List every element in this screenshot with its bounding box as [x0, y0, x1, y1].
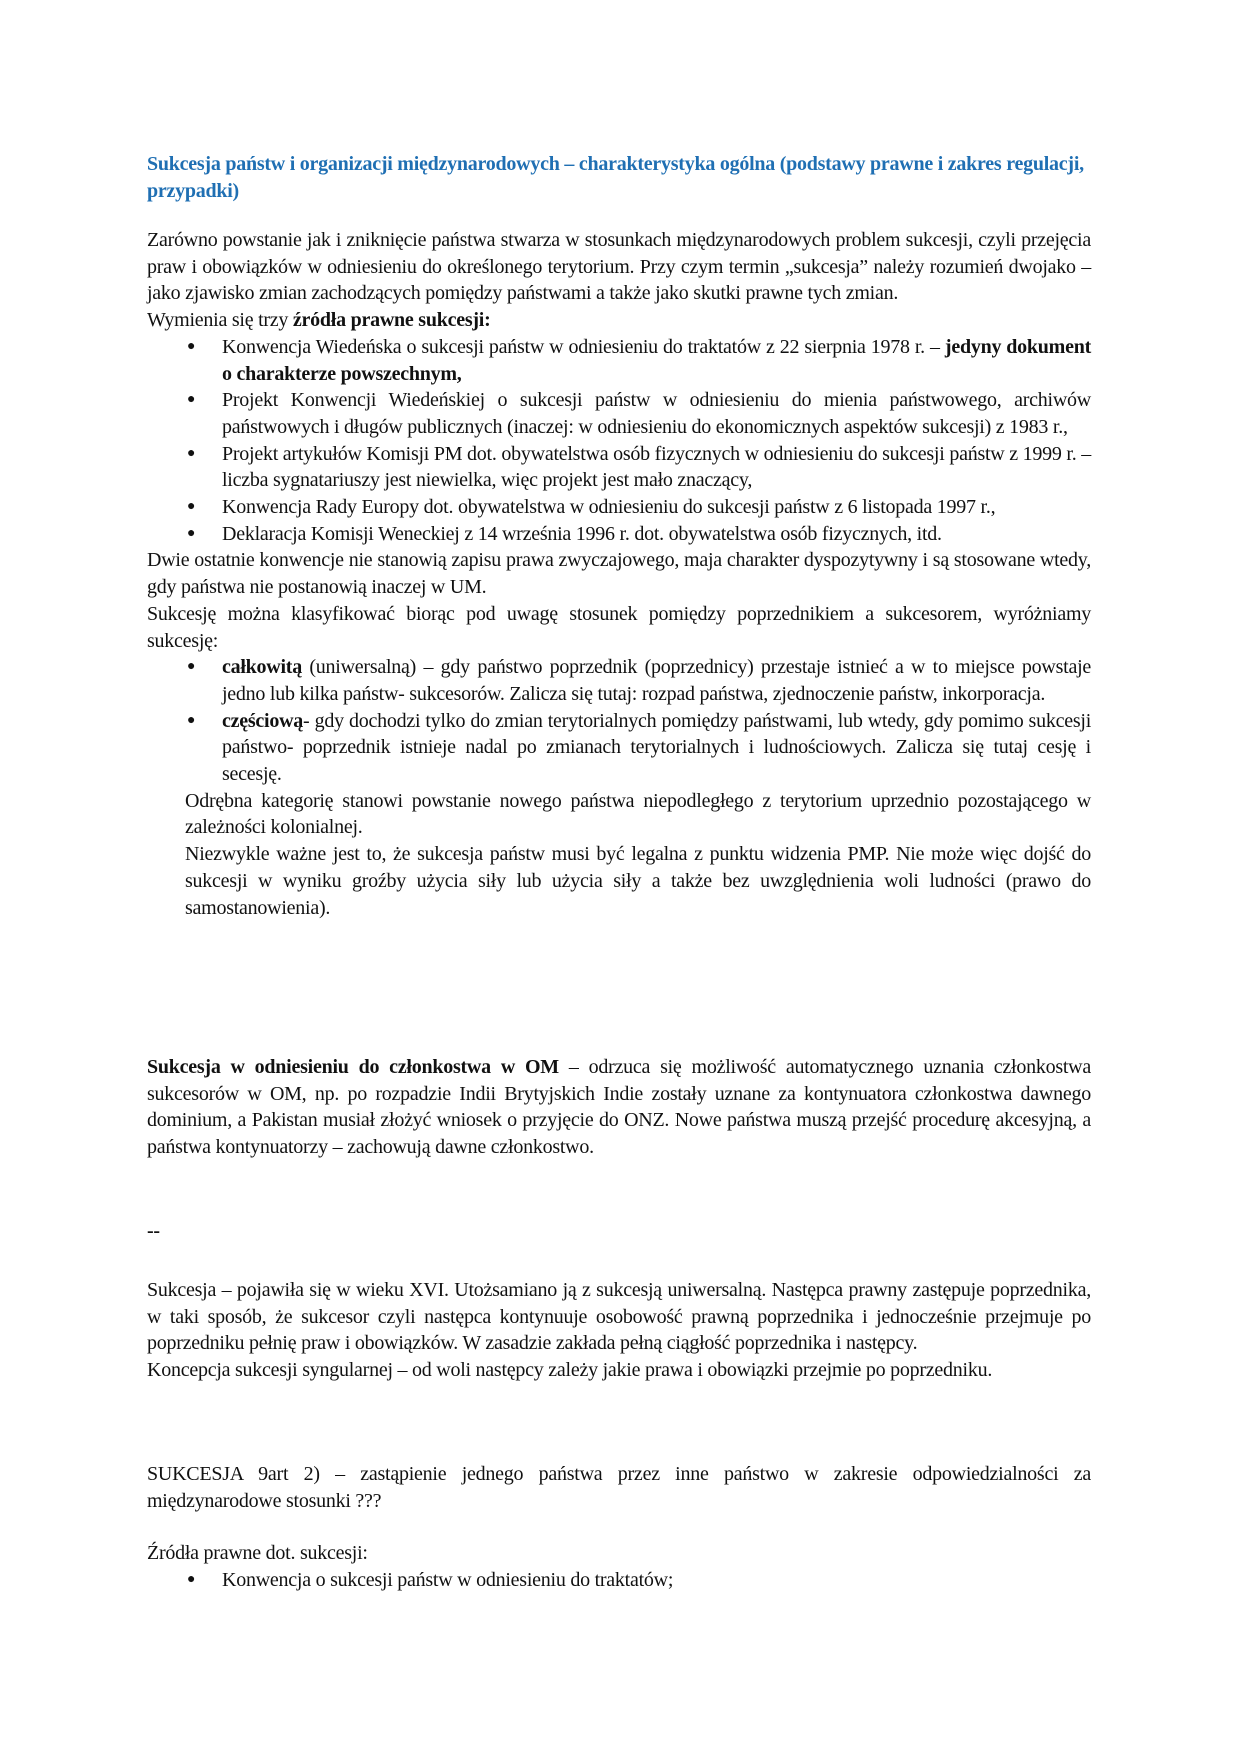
paragraph: [147, 788, 1091, 841]
list-item: [147, 387, 1091, 440]
bullet-icon: ●: [187, 659, 196, 675]
paragraph: [147, 1277, 1091, 1357]
document-title: Sukcesja państw i organizacji międzynarodowych – charakterystyka ogólna (podstawy prawne i zakres regulacji, przypadki): [147, 153, 1084, 202]
text-run: Zarówno powstanie jak i zniknięcie państwa stwarza w stosunkach międzynarodowych problem sukcesji, czyli przejęcia praw i obowiązków w odniesieniu do określonego terytorium. Przy czym termin „sukcesja” należy rozumień dwojako – jako zjawisko zmian zachodzących pomiędzy państwami a także jako skutki prawne tych zmian.: [147, 229, 1091, 305]
text-run: Konwencja Wiedeńska o sukcesji państw w odniesieniu do traktatów z 22 sierpnia 1978 r. –: [222, 335, 945, 358]
bullet-icon: ●: [187, 499, 196, 515]
bold-text: jedyny dokument o charakterze powszechnym,: [222, 335, 1091, 385]
bold-text: źródła prawne sukcesji:: [292, 309, 491, 332]
bullet-icon: ●: [187, 712, 196, 728]
list-item: [147, 1567, 1091, 1594]
bold-text: --: [147, 1220, 160, 1242]
text-run: Odrębna kategorię stanowi powstanie nowego państwa niepodległego z terytorium uprzednio pozostającego w zależności kolonialnej.: [185, 789, 1091, 839]
bold-text: częściową: [222, 709, 304, 732]
section-definition: [147, 1461, 1091, 1514]
section-sources-and-types: [147, 227, 1091, 921]
bullet-list: [147, 1567, 1091, 1594]
list-item: [147, 708, 1091, 788]
text-run: Sukcesja – pojawiła się w wieku XVI. Utożsamiano ją z sukcesją uniwersalną. Następca prawny zastępuje poprzednika, w taki sposób, że sukcesor czyli następca kontynuuje osobowość prawną poprzednika i jednocześnie przejmuje po poprzedniku pełnię praw i obowiązków. W zasadzie zakłada pełną ciągłość poprzednika i następcy.: [147, 1279, 1091, 1355]
paragraph: [147, 1218, 1091, 1245]
paragraph: [147, 227, 1091, 307]
paragraph: [147, 1540, 1091, 1567]
bullet-icon: ●: [187, 525, 196, 541]
text-run: – odrzuca się możliwość automatycznego uznania członkostwa sukcesorów w OM, np. po rozpadzie Indii Brytyjskich Indie zostały uznane za kontynuatora członkostwa dawnego dominium, a Pakistan musiał złożyć wniosek o przyjęcie do ONZ. Nowe państwa muszą przejść procedurę akcesyjną, a państwa kontynuatorzy – zachowują dawne członkostwo.: [147, 1056, 1092, 1159]
list-item: [147, 654, 1091, 707]
text-run: Niezwykle ważne jest to, że sukcesja państw musi być legalna z punktu widzenia PMP. Nie może więc dojść do sukcesji w wyniku groźby użycia siły lub użycia siły a także bez uwzględnienia woli ludności (prawo do samostanowienia).: [185, 843, 1091, 919]
text-run: - gdy dochodzi tylko do zmian terytorialnych pomiędzy państwami, lub wtedy, gdy pomimo sukcesji państwo- poprzednik istnieje nadal po zmianach terytorialnych i ludnościowych. Zalicza się tutaj cesję i secesję.: [222, 709, 1091, 786]
bullet-icon: ●: [187, 338, 196, 354]
text-run: Źródła prawne dot. sukcesji:: [147, 1542, 368, 1564]
list-item: [147, 441, 1091, 494]
section-succession-history: [147, 1277, 1091, 1384]
paragraph: [147, 1357, 1091, 1384]
text-run: Koncepcja sukcesji syngularnej – od woli następcy zależy jakie prawa i obowiązki przejmie po poprzedniku.: [147, 1359, 993, 1382]
section-membership: [147, 1054, 1091, 1161]
text-run: Sukcesję można klasyfikować biorąc pod uwagę stosunek pomiędzy poprzednikiem a sukcesorem, wyróżniamy sukcesję:: [147, 602, 1091, 652]
text-run: Dwie ostatnie konwencje nie stanowią zapisu prawa zwyczajowego, maja charakter dyspozytywny i są stosowane wtedy, gdy państwa nie postanowią inaczej w UM.: [147, 549, 1091, 599]
bold-text: Sukcesja w odniesieniu do członkostwa w OM: [147, 1056, 559, 1078]
list-item: [147, 521, 1091, 548]
section-separator: [147, 1218, 1091, 1245]
paragraph: [147, 547, 1091, 600]
text-run: Projekt Konwencji Wiedeńskiej o sukcesji państw w odniesieniu do mienia państwowego, archiwów państwowych i długów publicznych (inaczej: w odniesieniu do ekonomicznych aspektów sukcesji) z 1983 r.,: [222, 389, 1091, 438]
paragraph: [147, 601, 1091, 654]
text-run: Konwencja o sukcesji państw w odniesieniu do traktatów;: [222, 1568, 674, 1591]
bullet-list: [147, 654, 1091, 788]
paragraph: [147, 307, 1091, 334]
section-legal-sources: [147, 1540, 1091, 1593]
text-run: SUKCESJA 9art 2) – zastąpienie jednego państwa przez inne państwo w zakresie odpowiedzialności za międzynarodowe stosunki ???: [147, 1463, 1091, 1512]
text-run: Wymienia się trzy: [147, 309, 293, 332]
text-run: Konwencja Rady Europy dot. obywatelstwa w odniesieniu do sukcesji państw z 6 listopada 1997 r.,: [222, 496, 996, 519]
text-run: Projekt artykułów Komisji PM dot. obywatelstwa osób fizycznych w odniesieniu do sukcesji państw z 1999 r. – liczba sygnatariuszy jest niewielka, więc projekt jest mało znaczący,: [222, 442, 1091, 492]
document-title-block: [147, 151, 1091, 204]
bullet-icon: ●: [187, 445, 196, 461]
bullet-list: [147, 334, 1091, 548]
bullet-icon: ●: [187, 392, 196, 408]
text-run: Deklaracja Komisji Weneckiej z 14 września 1996 r. dot. obywatelstwa osób fizycznych, itd.: [222, 522, 942, 545]
paragraph: [147, 841, 1091, 921]
bullet-icon: ●: [187, 1571, 196, 1587]
paragraph: [147, 1054, 1091, 1161]
bold-text: całkowitą: [222, 656, 302, 679]
list-item: [147, 494, 1091, 521]
paragraph: [147, 1461, 1091, 1514]
list-item: [147, 334, 1091, 387]
text-run: (uniwersalną) – gdy państwo poprzednik (poprzednicy) przestaje istnieć a w to miejsce powstaje jedno lub kilka państw- sukcesorów. Zalicza się tutaj: rozpad państwa, zjednoczenie państw, inkorporacja.: [222, 656, 1091, 705]
